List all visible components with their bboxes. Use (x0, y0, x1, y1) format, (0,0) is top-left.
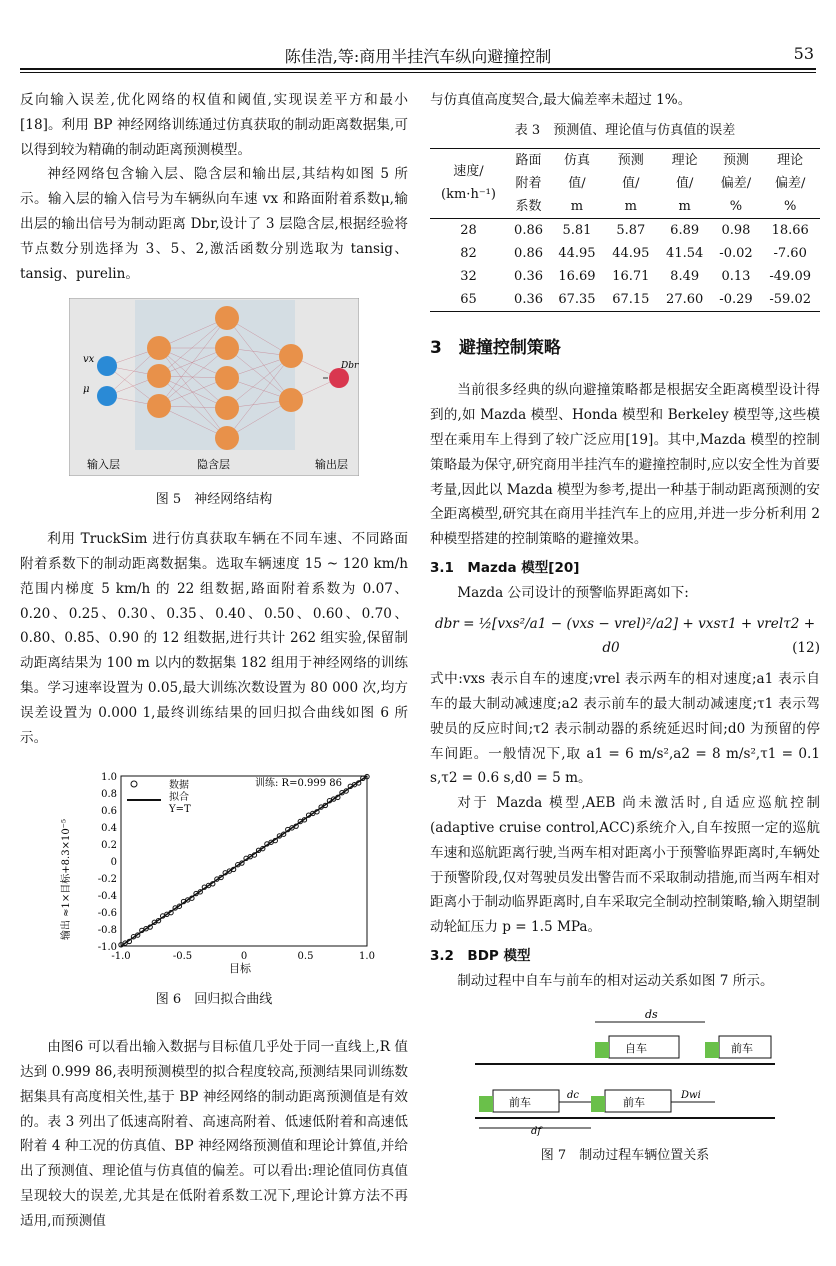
truck-cab (705, 1042, 719, 1058)
table-cell: 0.86 (514, 245, 543, 261)
header-rule-thin (20, 72, 816, 73)
header-rule (20, 68, 816, 70)
table-cell: -49.09 (769, 268, 811, 284)
table-cell: 44.95 (558, 245, 596, 261)
front-label-top: 前车 (731, 1041, 753, 1055)
table-cell: 16.71 (612, 268, 650, 284)
y-tick-label: -0.6 (97, 908, 117, 920)
r-value-label: 训练: R=0.999 86 (255, 778, 342, 790)
y-tick-label: -0.8 (97, 925, 117, 937)
y-tick-label: 0.2 (101, 840, 117, 852)
subsection-3-1-heading: 3.1 Mazda 模型[20] (430, 559, 580, 576)
table-cell: 0.36 (514, 268, 543, 284)
left-column (20, 88, 408, 1234)
hidden-node (147, 364, 171, 388)
y-tick-label: 0 (110, 857, 117, 869)
hidden-node (215, 306, 239, 330)
x-tick-label: 0.5 (297, 951, 314, 963)
y-tick-label: 0.6 (101, 806, 117, 818)
table-cell: 67.15 (604, 288, 658, 312)
table-cell: 67.35 (550, 288, 604, 312)
subsection-3-2-heading: 3.2 BDP 模型 (430, 947, 531, 964)
hidden-node (279, 344, 303, 368)
output-layer-label: 输出层 (315, 458, 348, 472)
y-tick-label: -0.4 (97, 891, 117, 903)
table-cell: 5.81 (550, 218, 604, 242)
x-tick-label: -0.5 (172, 951, 193, 963)
equation-12 (430, 606, 820, 668)
table-row (430, 242, 820, 265)
regression-plot (49, 770, 379, 980)
table-cell: 27.60 (658, 288, 712, 312)
header-theory-dev: 理论 偏差/ % (760, 148, 820, 218)
hidden-node (147, 336, 171, 360)
y-tick-label: 0.8 (101, 789, 117, 801)
right-column (430, 88, 820, 1168)
header-speed: 速度/ (km·h⁻¹) (430, 148, 507, 218)
table-3-caption: 表 3 预测值、理论值与仿真值的误差 (514, 122, 736, 138)
header-pred-dev: 预测 偏差/ % (712, 148, 761, 218)
x-tick-label: 0 (240, 951, 248, 963)
table-row (430, 288, 820, 312)
table-cell: 0.36 (507, 288, 550, 312)
paragraph: Mazda 公司设计的预警临界距离如下: (457, 584, 689, 601)
x-tick-label: 1.0 (359, 951, 375, 963)
df-label: df (531, 1125, 542, 1136)
input-layer-label: 输入层 (87, 458, 120, 472)
figure-5-caption: 图 5 神经网络结构 (155, 492, 273, 508)
paragraph: 对于 Mazda 模型,AEB 尚未激活时,自适应巡航控制(adaptive cruise control,ACC)系统介入,自车按照一定的巡航车速和巡航距离行驶,当两车相对距离小于预警临界距离时,车辆处于预警阶段,仅对驾驶员发出警告而不采取制动措施,而当两车相对距离小于制动临界距离时,自车采取完全制动控制策略,输入期望制动轮缸压力 p = 1.5 MPa。 (430, 795, 820, 936)
figure-6-regression (49, 770, 379, 980)
table-cell: 65 (430, 288, 507, 312)
table-row (430, 218, 820, 242)
paragraph: 神经网络包含输入层、隐含层和输出层,其结构如图 5 所示。输入层的输入信号为车辆纵向车速 vx 和路面附着系数μ,输出层的输出信号为制动距离 Dbr,设计了 3 层隐含层,根据经验将节点数分别选择为 3、5、2,激活函数分别选取为 tansig、tansig、purelin。 (20, 166, 408, 282)
y-axis-label: 输出 ≈1×目标+8.3×10⁻⁵ (61, 819, 72, 941)
table-cell: 6.89 (658, 218, 712, 242)
header-theory: 理论 值/ m (658, 148, 712, 218)
legend-marker (131, 781, 137, 787)
input-mu-label: μ (83, 384, 90, 396)
table-cell: 0.98 (712, 218, 761, 242)
legend-data: 数据 (169, 780, 189, 792)
fit-line (121, 776, 367, 946)
figure-5-neural-network (69, 298, 359, 476)
paragraph: 与仿真值高度契合,最大偏差率未超过 1%。 (430, 92, 692, 108)
header-pred: 预测 值/ m (604, 148, 658, 218)
table-cell: -59.02 (760, 288, 820, 312)
y-tick-label: 0.4 (101, 823, 117, 835)
table-cell: 44.95 (612, 245, 650, 261)
page-number: 53 (793, 44, 814, 63)
input-vx-label: vx (83, 354, 95, 366)
front-label-bottom-2: 前车 (623, 1095, 645, 1109)
figure-6-caption: 图 6 回归拟合曲线 (155, 992, 273, 1008)
dc-label: dc (567, 1089, 580, 1101)
truck-cab (595, 1042, 609, 1058)
legend-yt: Y=T (169, 804, 191, 816)
vehicle-diagram (475, 1006, 775, 1136)
front-label-bottom: 前车 (509, 1095, 531, 1109)
hidden-node (215, 366, 239, 390)
legend-fit: 拟合 (169, 792, 189, 804)
input-node (97, 356, 117, 376)
figure-7-caption: 图 7 制动过程车辆位置关系 (540, 1147, 710, 1163)
table-cell: 0.86 (507, 218, 550, 242)
page-header (0, 40, 836, 64)
header-mu: 路面 附着 系数 (507, 148, 550, 218)
hidden-node (215, 426, 239, 450)
table-cell: -0.29 (712, 288, 761, 312)
equation-body: dbr = ½[vxs²/a1 − (vxs − vrel)²/a2] + vxsτ1 + vrelτ2 + d0 (434, 615, 816, 657)
table-cell: 18.66 (760, 218, 820, 242)
ego-label: 自车 (625, 1041, 647, 1055)
truck-cab (591, 1096, 605, 1112)
paragraph: 当前很多经典的纵向避撞策略都是根据安全距离模型设计得到的,如 Mazda 模型、Honda 模型和 Berkeley 模型等,这些模型在乘用车上得到了较广泛应用[19]。其中,Mazda 模型的控制策略最为保守,研究商用半挂汽车的避撞控制时,应以安全性为首要考量,因此以 Mazda 模型为参考,提出一种基于制动距离预测的安全距离模型,研究其在商用半挂汽车上的应用,并进一步分析利用 2 种模型搭建的控制策略的避撞效果。 (430, 382, 820, 548)
equation-number: (12) (792, 640, 820, 657)
table-cell: 8.49 (670, 268, 700, 284)
figure-7-vehicle-positions (475, 1006, 775, 1136)
paragraph: 由图6 可以看出输入数据与目标值几乎处于同一直线上,R 值达到 0.999 86,表明预测模型的拟合程度较高,预测结果同训练数据集具有高度相关性,基于 BP 神经网络的制动距离预测值是有效的。表 3 列出了低速高附着、高速高附着、低速低附着和高速低附着 4 种工况的仿真值、BP 神经网络预测值和理论计算值,并给出了预测值、理论值与仿真值的偏差。可以看出:理论值同仿真值呈现较大的误差,尤其是在低附着系数工况下,理论计算方法不再适用,而预测值 (20, 1039, 408, 1229)
paragraph: 式中:vxs 表示自车的速度;vrel 表示两车的相对速度;a1 表示自车的最大制动减速度;a2 表示前车的最大制动减速度;τ1 表示驾驶员的反应时间;τ2 表示制动器的系统延迟时间;d0 为预留的停车间距。一般情况下,取 a1 = 6 m/s²,a2 = 8 m/s²,τ1 = 0.1 s,τ2 = 0.6 s,d0 = 5 m。 (430, 671, 820, 787)
table-cell: 82 (460, 245, 477, 261)
y-tick-label: 1.0 (101, 772, 117, 784)
paragraph: 制动过程中自车与前车的相对运动关系如图 7 所示。 (457, 972, 774, 989)
x-axis-label: 目标 (229, 962, 251, 976)
hidden-node (147, 394, 171, 418)
table-cell: 41.54 (666, 245, 704, 261)
input-node (97, 386, 117, 406)
table-cell: 28 (430, 218, 507, 242)
x-tick-label: -1.0 (111, 951, 131, 963)
hidden-layer-label: 隐含层 (197, 458, 230, 472)
table-cell: -7.60 (773, 245, 807, 261)
table-cell: -0.02 (719, 245, 753, 261)
table-cell: 5.87 (604, 218, 658, 242)
output-node (329, 368, 349, 388)
hidden-node (279, 388, 303, 412)
network-diagram (69, 298, 359, 476)
paragraph: 反向输入误差,优化网络的权值和阈值,实现误差平方和最小[18]。利用 BP 神经网络训练通过仿真获取的制动距离数据集,可以得到较为精确的制动距离预测模型。 (20, 92, 408, 158)
header-sim: 仿真 值/ m (550, 148, 604, 218)
paragraph: 利用 TruckSim 进行仿真获取车辆在不同车速、不同路面附着系数下的制动距离数据集。选取车辆速度 15 ~ 120 km/h 范围内梯度 5 km/h 的 22 组数据,路面附着系数为 0.07、0.20、0.25、0.30、0.35、0.40、0.50、0.60、0.70、0.80、0.85、0.90 的 12 组数据,进行共计 262 组实验,保留制动距离结果为 100 m 以内的数据集 182 组用于神经网络的训练集。学习速率设置为 0.05,最大训练次数设置为 80 000 次,均方误差设置为 0.000 1,最终训练结果的回归拟合曲线如图 6 所示。 (20, 531, 408, 746)
table-cell: 16.69 (558, 268, 596, 284)
dwi-label: Dwi (681, 1089, 701, 1101)
table-3 (430, 148, 820, 312)
table-row (430, 265, 820, 288)
section-3-heading: 3 避撞控制策略 (430, 337, 561, 358)
output-dbr-label: Dbr (341, 361, 359, 372)
ds-label: ds (645, 1007, 658, 1021)
table-cell: 0.13 (721, 268, 751, 284)
truck-cab (479, 1096, 493, 1112)
y-tick-label: -1.0 (97, 942, 117, 954)
y-tick-label: -0.2 (97, 874, 117, 886)
table-cell: 32 (460, 268, 477, 284)
hidden-node (215, 336, 239, 360)
hidden-node (215, 396, 239, 420)
running-title: 陈佳浩,等:商用半挂汽车纵向避撞控制 (284, 47, 552, 66)
